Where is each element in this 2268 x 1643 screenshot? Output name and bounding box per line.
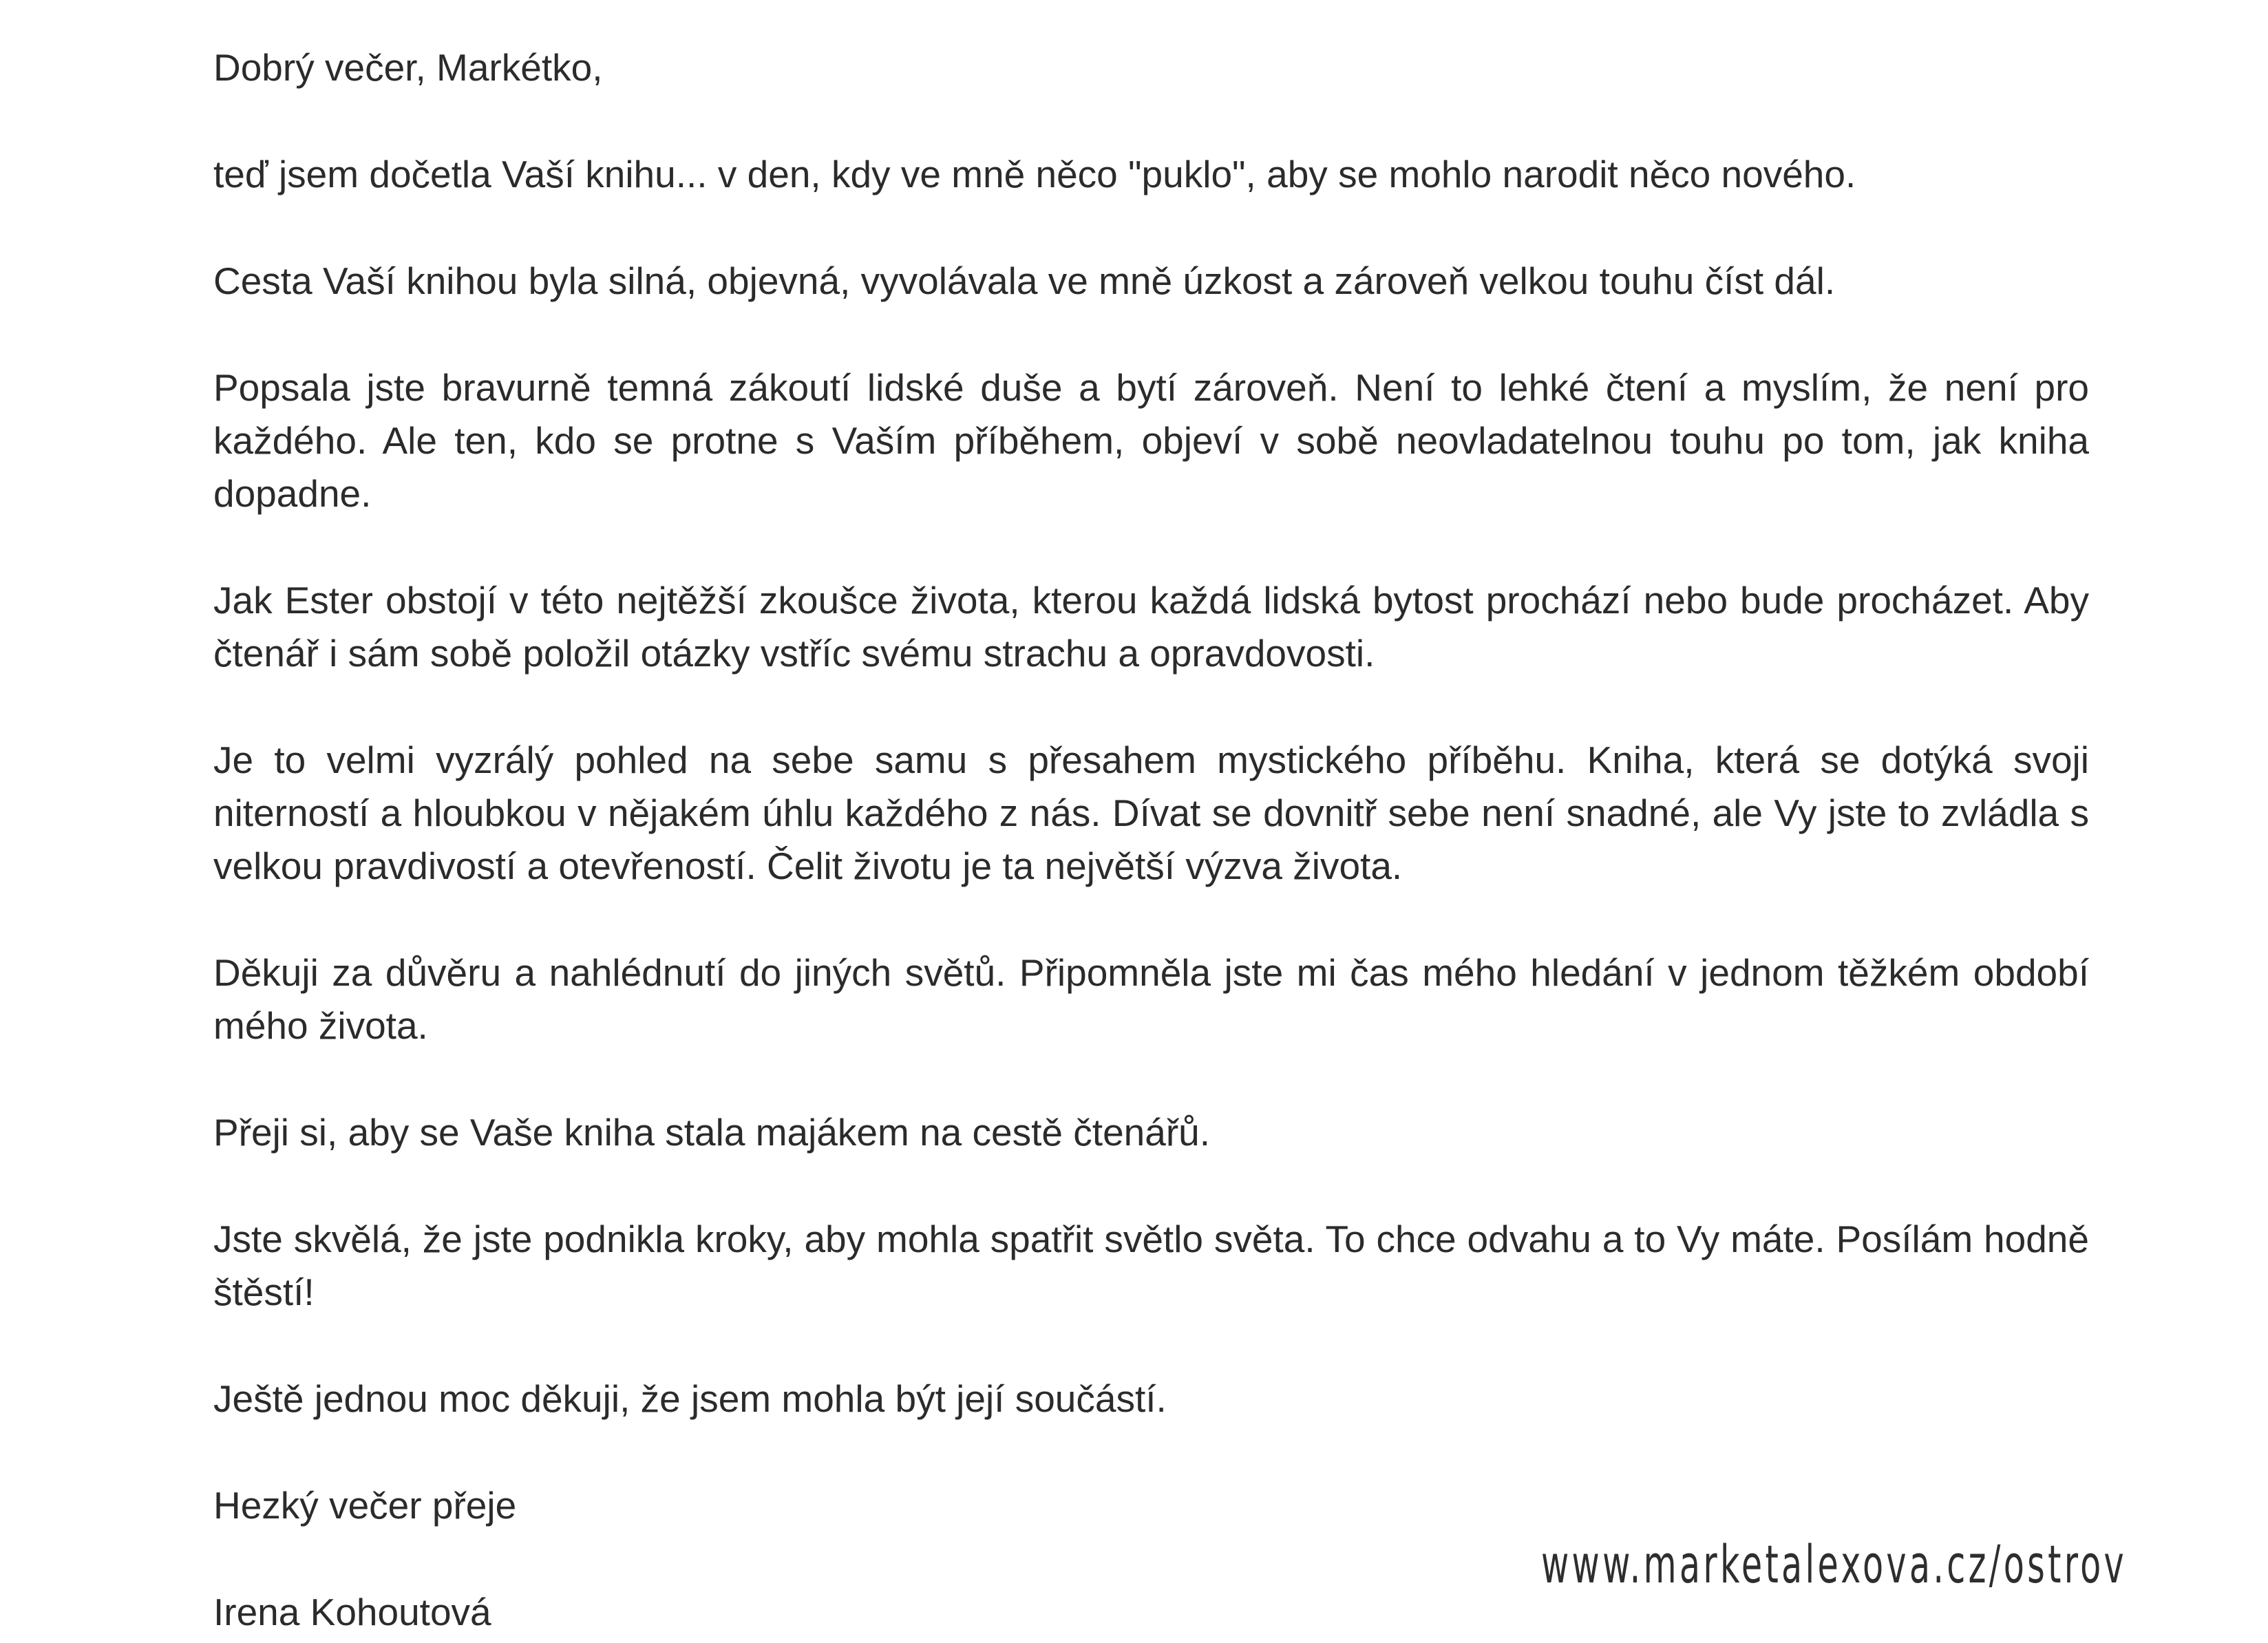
letter-paragraph: Ještě jednou moc děkuji, že jsem mohla být její součástí. (213, 1377, 1167, 1420)
letter-signature: Irena Kohoutová (213, 1591, 491, 1633)
letter-paragraph: Jak Ester obstojí v této nejtěžší zkoušce života, kterou každá lidská bytost prochází nebo bude procházet. Aby čtenář i sám sobě položil otázky vstříc svému strachu a opravdovosti. (213, 579, 2089, 675)
letter-greeting: Dobrý večer, Markétko, (213, 46, 603, 89)
letter-paragraph: Cesta Vaší knihou byla silná, objevná, vyvolávala ve mně úzkost a zároveň velkou touhu číst dál. (213, 259, 1836, 302)
website-url: www.marketalexova.cz/ostrov (1540, 1534, 2127, 1595)
letter-paragraph: Děkuji za důvěru a nahlédnutí do jiných světů. Připomněla jste mi čas mého hledání v jednom těžkém období mého života. (213, 951, 2089, 1047)
letter-paragraph: Popsala jste bravurně temná zákoutí lidské duše a bytí zároveň. Není to lehké čtení a myslím, že není pro každého. Ale ten, kdo se protne s Vaším příběhem, objeví v sobě neovladatelnou touhu po tom, jak kniha dopadne. (213, 366, 2089, 515)
letter-paragraph: Přeji si, aby se Vaše kniha stala majákem na cestě čtenářů. (213, 1111, 1211, 1154)
letter-paragraph: Je to velmi vyzrálý pohled na sebe samu s přesahem mystického příběhu. Kniha, která se dotýká svoji niterností a hloubkou v nějakém úhlu každého z nás. Dívat se dovnitř sebe není snadné, ale Vy jste to zvládla s velkou pravdivostí a otevřeností. Čelit životu je ta největší výzva života. (213, 739, 2089, 887)
letter-paragraph: teď jsem dočetla Vaší knihu... v den, kdy ve mně něco "puklo", aby se mohlo narodit něco nového. (213, 153, 1856, 195)
letter-body (213, 41, 2089, 1639)
letter-closing: Hezký večer přeje (213, 1484, 517, 1527)
letter-paragraph: Jste skvělá, že jste podnikla kroky, aby mohla spatřit světlo světa. To chce odvahu a to Vy máte. Posílám hodně štěstí! (213, 1218, 2089, 1313)
